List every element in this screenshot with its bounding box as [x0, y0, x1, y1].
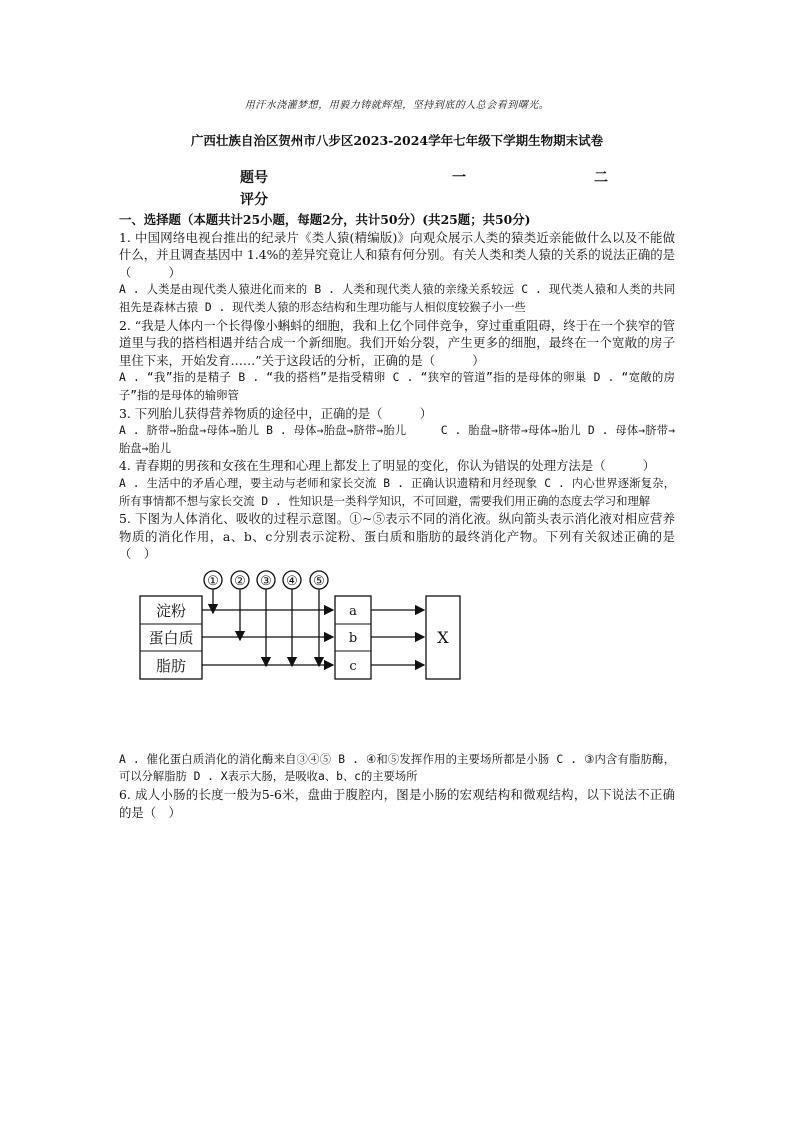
question-5-options: A . 催化蛋白质消化的消化酶来自③④⑤ B . ④和⑤发挥作用的主要场所都是小肠 C . ③内含有脂肪酶，可以分解脂肪 D . X表示大肠，是吸收a、b、c的主要场所 [119, 752, 675, 784]
juice-circle-1 [204, 571, 222, 589]
nutrient-fat: 脂肪 [155, 656, 187, 675]
product-c: c [349, 658, 357, 674]
exam-title: 广西壮族自治区贺州市八步区2023-2024学年七年级下学期生物期末试卷 [190, 133, 604, 148]
score-table [237, 167, 657, 211]
question-2-options: A . “我”指的是精子 B . “我的搭档”是指受精卵 C . “狭窄的管道”指的是母体的卵巢 D . “宽敞的房子”指的是母体的输卵管 [119, 371, 675, 402]
score-label-score: 评分 [240, 192, 268, 208]
organ-x-label: X [437, 627, 449, 647]
juice-circle-5 [310, 571, 328, 589]
product-b: b [348, 630, 358, 646]
score-row-score [237, 189, 657, 211]
question-4-options: A . 生活中的矛盾心理，要主动与老师和家长交流 B . 正确认识遗精和月经现象 C . 内心世界逐渐复杂，所有事情都不想与家长交流 D . 性知识是一类科学知识，不可回避，需要我们用正确的态度去学习和理解 [119, 476, 675, 508]
juice-circle-3 [257, 571, 275, 589]
nutrient-protein: 蛋白质 [148, 628, 194, 647]
question-3-options: A . 脐带→胎盘→母体→胎儿 B . 母体→胎盘→脐带→胎儿 C . 胎盘→脐带→母体→胎儿 D . 母体→脐带→胎盘→胎儿 [119, 424, 675, 455]
score-label-question-no: 题号 [240, 170, 268, 186]
juice-label-5: ⑤ [313, 573, 325, 589]
question-1-options: A . 人类是由现代类人猿进化而来的 B . 人类和现代类人猿的亲缘关系较远 C . 现代类人猿和人类的共同祖先是森林古猿 D . 现代类人猿的形态结构和生理功能与人相似度较猴子小一些 [119, 283, 675, 314]
juice-circle-4 [283, 571, 301, 589]
juice-label-4: ④ [286, 573, 298, 589]
juice-label-1: ① [207, 573, 219, 589]
score-row-header [237, 167, 657, 189]
question-6-stem: 6. 成人小肠的长度一般为5-6米，盘曲于腹腔内，图是小肠的宏观结构和微观结构，以下说法不正确的是（ ） [119, 787, 675, 820]
digestion-diagram-svg [119, 568, 675, 743]
question-4-stem: 4. 青春期的男孩和女孩在生理和心理上都发上了明显的变化，你认为错误的处理方法是（ ） [119, 458, 656, 474]
product-a: a [349, 603, 357, 619]
score-col-1: 一 [452, 170, 466, 186]
score-col-2: 二 [594, 170, 608, 186]
juice-label-3: ③ [260, 573, 272, 589]
motto-line: 用汗水浇灌梦想，用毅力铸就辉煌，坚持到底的人总会看到曙光。 [244, 100, 550, 111]
question-3-stem: 3. 下列胎儿获得营养物质的途径中，正确的是（ ） [119, 405, 433, 421]
question-1-stem: 1. 中国网络电视台推出的纪录片《类人猿(精编版)》向观众展示人类的猿类近亲能做什么以及不能做什么，并且调查基因中 1.4%的差异究竟让人和猿有何分别。有关人类和类人猿的关系的说法正确的是（ ） [119, 229, 675, 280]
nutrient-starch: 淀粉 [155, 601, 187, 620]
section-header: 一、选择题（本题共计25小题，每题2分，共计50分）(共25题；共50分) [119, 212, 531, 227]
question-5-stem: 5. 下图为人体消化、吸收的过程示意图。①~⑤表示不同的消化液。纵向箭头表示消化液对相应营养物质的消化作用，a、b、c分别表示淀粉、蛋白质和脂肪的最终消化产物。下列有关叙述正确的是（ ） [119, 511, 675, 562]
question-2-stem: 2. “我是人体内一个长得像小蝌蚪的细胞，我和上亿个同伴竞争，穿过重重阻碍，终于在一个狭窄的管道里与我的搭档相遇并结合成一个新细胞。我们开始分裂，产生更多的细胞，最终在一个宽敞的房子里住下来，开始发育……”关于这段话的分析，正确的是（ ） [119, 317, 675, 368]
juice-circle-2 [231, 571, 249, 589]
juice-label-2: ② [234, 573, 246, 589]
question-content [119, 211, 675, 821]
digestion-diagram [119, 568, 675, 743]
